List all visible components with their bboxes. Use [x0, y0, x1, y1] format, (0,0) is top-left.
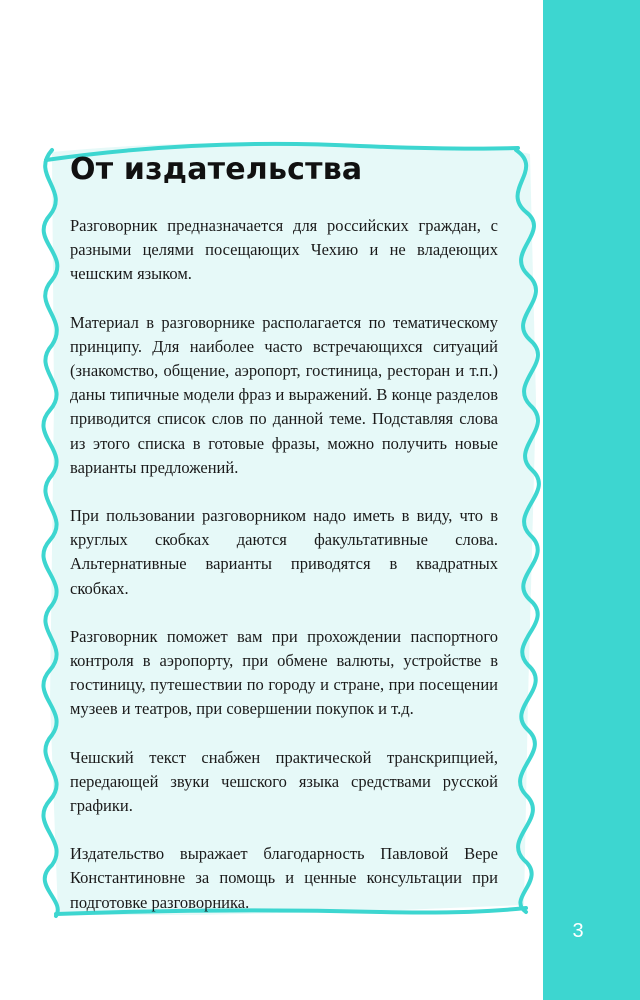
- page-heading: От издательства: [70, 152, 363, 187]
- page-number: 3: [572, 920, 584, 942]
- paragraph-brackets: При пользовании разговорником надо иметь в виду, что в круглых скобках даются факультативные слова. Альтернативные варианты приводятся в квадратных скобках.: [70, 506, 498, 598]
- paragraph-situations: Разговорник поможет вам при прохождении паспортного контроля в аэропорту, при обмене валюты, устройстве в гостиницу, путешествии по городу и стране, при посещении музеев и театров, при совершении покупок и т.д.: [70, 626, 498, 719]
- main-content: [70, 150, 498, 939]
- paragraph-structure: Материал в разговорнике располагается по тематическому принципу. Для наиболее часто встречающихся ситуаций (знакомство, общение, аэропорт, гостиница, ресторан и т.п.) даны типичные модели фраз и выражений. В конце разделов приводится список слов по данной теме. Подставляя слова из этого списка в готовые фразы, можно получить новые варианты предложений.: [70, 312, 498, 477]
- paragraph-transcription: Чешский текст снабжен практической транскрипцией, передающей звуки чешского языка средствами русской графики.: [70, 747, 498, 816]
- paragraph-purpose: Разговорник предназначается для российских граждан, с разными целями посещающих Чехию и не владеющих чешским языком.: [70, 216, 498, 284]
- paragraph-acknowledgement: Издательство выражает благодарность Павловой Вере Константиновне за помощь и ценные консультации при подготовке разговорника.: [70, 844, 498, 912]
